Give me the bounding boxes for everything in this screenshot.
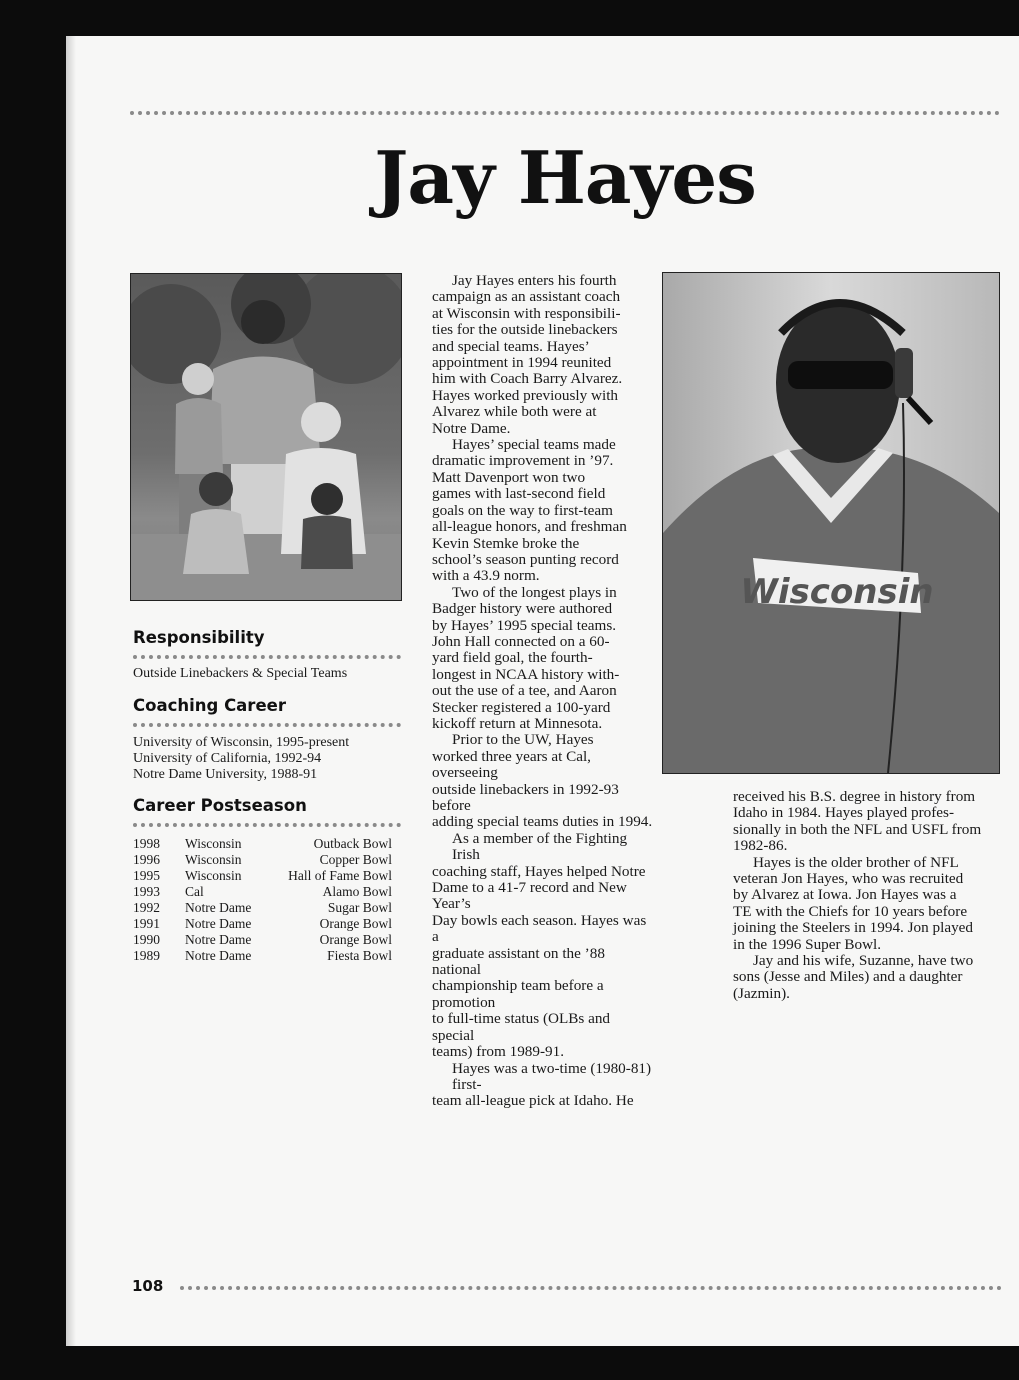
bowl-school: Notre Dame bbox=[185, 948, 252, 963]
page-number: 108 bbox=[132, 1277, 164, 1295]
body-line: Prior to the UW, Hayes bbox=[452, 731, 594, 749]
body-line: at Wisconsin with responsibili- bbox=[432, 304, 621, 322]
body-line: him with Coach Barry Alvarez. bbox=[432, 370, 623, 388]
body-line: appointment in 1994 reunited bbox=[432, 354, 612, 372]
coaching-career-line: University of California, 1992-94 bbox=[133, 751, 322, 766]
body-line: longest in NCAA history with- bbox=[432, 665, 620, 683]
body-line: Two of the longest plays in bbox=[452, 583, 617, 601]
body-line: Hayes worked previously with bbox=[432, 386, 619, 404]
coaching-career-line: University of Wisconsin, 1995-present bbox=[133, 735, 350, 750]
bowl-name: Orange Bowl bbox=[319, 932, 392, 947]
bottom-dotted-rule bbox=[180, 1286, 1002, 1290]
bowl-year: 1995 bbox=[133, 868, 160, 883]
body-line: in the 1996 Super Bowl. bbox=[733, 935, 882, 953]
body-line: Matt Davenport won two bbox=[432, 468, 586, 486]
body-line: to full-time status (OLBs and special bbox=[432, 1010, 611, 1044]
responsibility-text: Outside Linebackers & Special Teams bbox=[133, 666, 348, 681]
bowl-name: Outback Bowl bbox=[313, 836, 392, 851]
body-line: championship team before a promotion bbox=[432, 977, 604, 1011]
coaching-career-rule bbox=[133, 723, 401, 727]
page-edge-shadow bbox=[66, 36, 76, 1346]
career-postseason-heading: Career Postseason bbox=[133, 796, 307, 815]
bowl-school: Wisconsin bbox=[185, 836, 242, 851]
body-line: worked three years at Cal, overseeing bbox=[432, 747, 591, 782]
body-line: by Hayes’ 1995 special teams. bbox=[432, 616, 617, 634]
body-line: TE with the Chiefs for 10 years before bbox=[733, 902, 968, 920]
body-line: games with last-second field bbox=[432, 485, 606, 503]
jersey-lettering: Wisconsin bbox=[740, 572, 934, 612]
body-line: Idaho in 1984. Hayes played profes- bbox=[733, 804, 954, 822]
body-line: Stecker registered a 100-yard bbox=[432, 698, 611, 716]
bowl-name: Sugar Bowl bbox=[327, 900, 392, 915]
body-line: Dame to a 41-7 record and New Year’s bbox=[432, 879, 627, 913]
bowl-school: Cal bbox=[185, 884, 204, 899]
body-line: (Jazmin). bbox=[733, 984, 790, 1002]
body-line: Badger history were authored bbox=[432, 600, 613, 618]
bowl-school: Notre Dame bbox=[185, 916, 252, 931]
body-line: goals on the way to first-team bbox=[432, 501, 613, 519]
table-row bbox=[133, 852, 392, 868]
bowl-name: Hall of Fame Bowl bbox=[288, 868, 392, 883]
career-postseason-rule bbox=[133, 823, 401, 827]
family-photo bbox=[130, 273, 402, 601]
top-dotted-rule bbox=[130, 111, 1000, 115]
bio-column-right bbox=[733, 789, 1003, 1002]
table-row bbox=[133, 916, 392, 932]
bowl-name: Alamo Bowl bbox=[322, 884, 392, 899]
table-row bbox=[133, 884, 392, 900]
body-line: received his B.S. degree in history from bbox=[733, 788, 976, 805]
table-row bbox=[133, 932, 392, 948]
body-line: yard field goal, the fourth- bbox=[432, 649, 593, 667]
body-line: teams) from 1989-91. bbox=[432, 1043, 565, 1061]
body-line: Day bowls each season. Hayes was a bbox=[432, 911, 647, 946]
body-line: team all-league pick at Idaho. He bbox=[432, 1092, 634, 1110]
body-line: Kevin Stemke broke the bbox=[432, 534, 580, 552]
body-line: school’s season punting record bbox=[432, 550, 619, 568]
body-line: sionally in both the NFL and USFL from bbox=[733, 820, 982, 838]
body-line: 1982-86. bbox=[733, 837, 788, 855]
body-line: graduate assistant on the ’88 national bbox=[432, 944, 605, 979]
body-line: out the use of a tee, and Aaron bbox=[432, 682, 617, 700]
body-line: Hayes’ special teams made bbox=[452, 436, 616, 454]
table-row bbox=[133, 868, 392, 884]
bowl-school: Wisconsin bbox=[185, 852, 242, 867]
bowl-year: 1996 bbox=[133, 852, 160, 867]
bowl-school: Wisconsin bbox=[185, 868, 242, 883]
bowl-year: 1989 bbox=[133, 948, 160, 963]
bowl-name: Copper Bowl bbox=[319, 852, 392, 867]
page-title: Jay Hayes bbox=[374, 135, 756, 220]
body-line: Hayes was a two-time (1980-81) first- bbox=[452, 1059, 652, 1093]
bowl-school: Notre Dame bbox=[185, 932, 252, 947]
body-line: Jay and his wife, Suzanne, have two bbox=[753, 952, 974, 970]
body-line: John Hall connected on a 60- bbox=[432, 632, 610, 650]
body-line: outside linebackers in 1992-93 before bbox=[432, 780, 619, 814]
body-line: kickoff return at Minnesota. bbox=[432, 714, 603, 732]
coaching-career-list bbox=[133, 735, 399, 783]
body-line: Alvarez while both were at bbox=[432, 403, 597, 421]
table-row bbox=[133, 948, 392, 964]
bowl-year: 1992 bbox=[133, 900, 160, 915]
bio-column-middle bbox=[432, 273, 654, 1110]
coaching-career-heading: Coaching Career bbox=[133, 696, 286, 715]
table-row bbox=[133, 900, 392, 916]
bowl-year: 1991 bbox=[133, 916, 160, 931]
table-row bbox=[133, 836, 392, 852]
bowl-year: 1993 bbox=[133, 884, 160, 899]
coaching-career-line: Notre Dame University, 1988-91 bbox=[133, 767, 318, 782]
body-line: veteran Jon Hayes, who was recruited bbox=[733, 870, 964, 888]
body-line: dramatic improvement in ’97. bbox=[432, 452, 614, 470]
body-line: coaching staff, Hayes helped Notre bbox=[432, 862, 646, 880]
bowl-name: Orange Bowl bbox=[319, 916, 392, 931]
body-line: all-league honors, and freshman bbox=[432, 518, 627, 536]
body-line: sons (Jesse and Miles) and a daughter bbox=[733, 968, 963, 986]
body-line: joining the Steelers in 1994. Jon played bbox=[733, 919, 974, 937]
body-line: campaign as an assistant coach bbox=[432, 288, 621, 306]
bowl-year: 1998 bbox=[133, 836, 160, 851]
bowl-name: Fiesta Bowl bbox=[327, 948, 392, 963]
bowl-year: 1990 bbox=[133, 932, 160, 947]
body-line: Jay Hayes enters his fourth bbox=[452, 272, 617, 289]
body-line: adding special teams duties in 1994. bbox=[432, 813, 653, 831]
body-line: Hayes is the older brother of NFL bbox=[753, 853, 959, 871]
body-line: and special teams. Hayes’ bbox=[432, 337, 590, 355]
responsibility-rule bbox=[133, 655, 401, 659]
body-line: Notre Dame. bbox=[432, 419, 511, 437]
body-line: ties for the outside linebackers bbox=[432, 321, 618, 339]
body-line: As a member of the Fighting Irish bbox=[452, 829, 628, 864]
responsibility-heading: Responsibility bbox=[133, 628, 265, 647]
body-line: with a 43.9 norm. bbox=[432, 567, 540, 585]
postseason-table bbox=[133, 836, 392, 964]
bowl-school: Notre Dame bbox=[185, 900, 252, 915]
coach-photo bbox=[662, 272, 1000, 774]
body-line: by Alvarez at Iowa. Jon Hayes was a bbox=[733, 886, 957, 904]
